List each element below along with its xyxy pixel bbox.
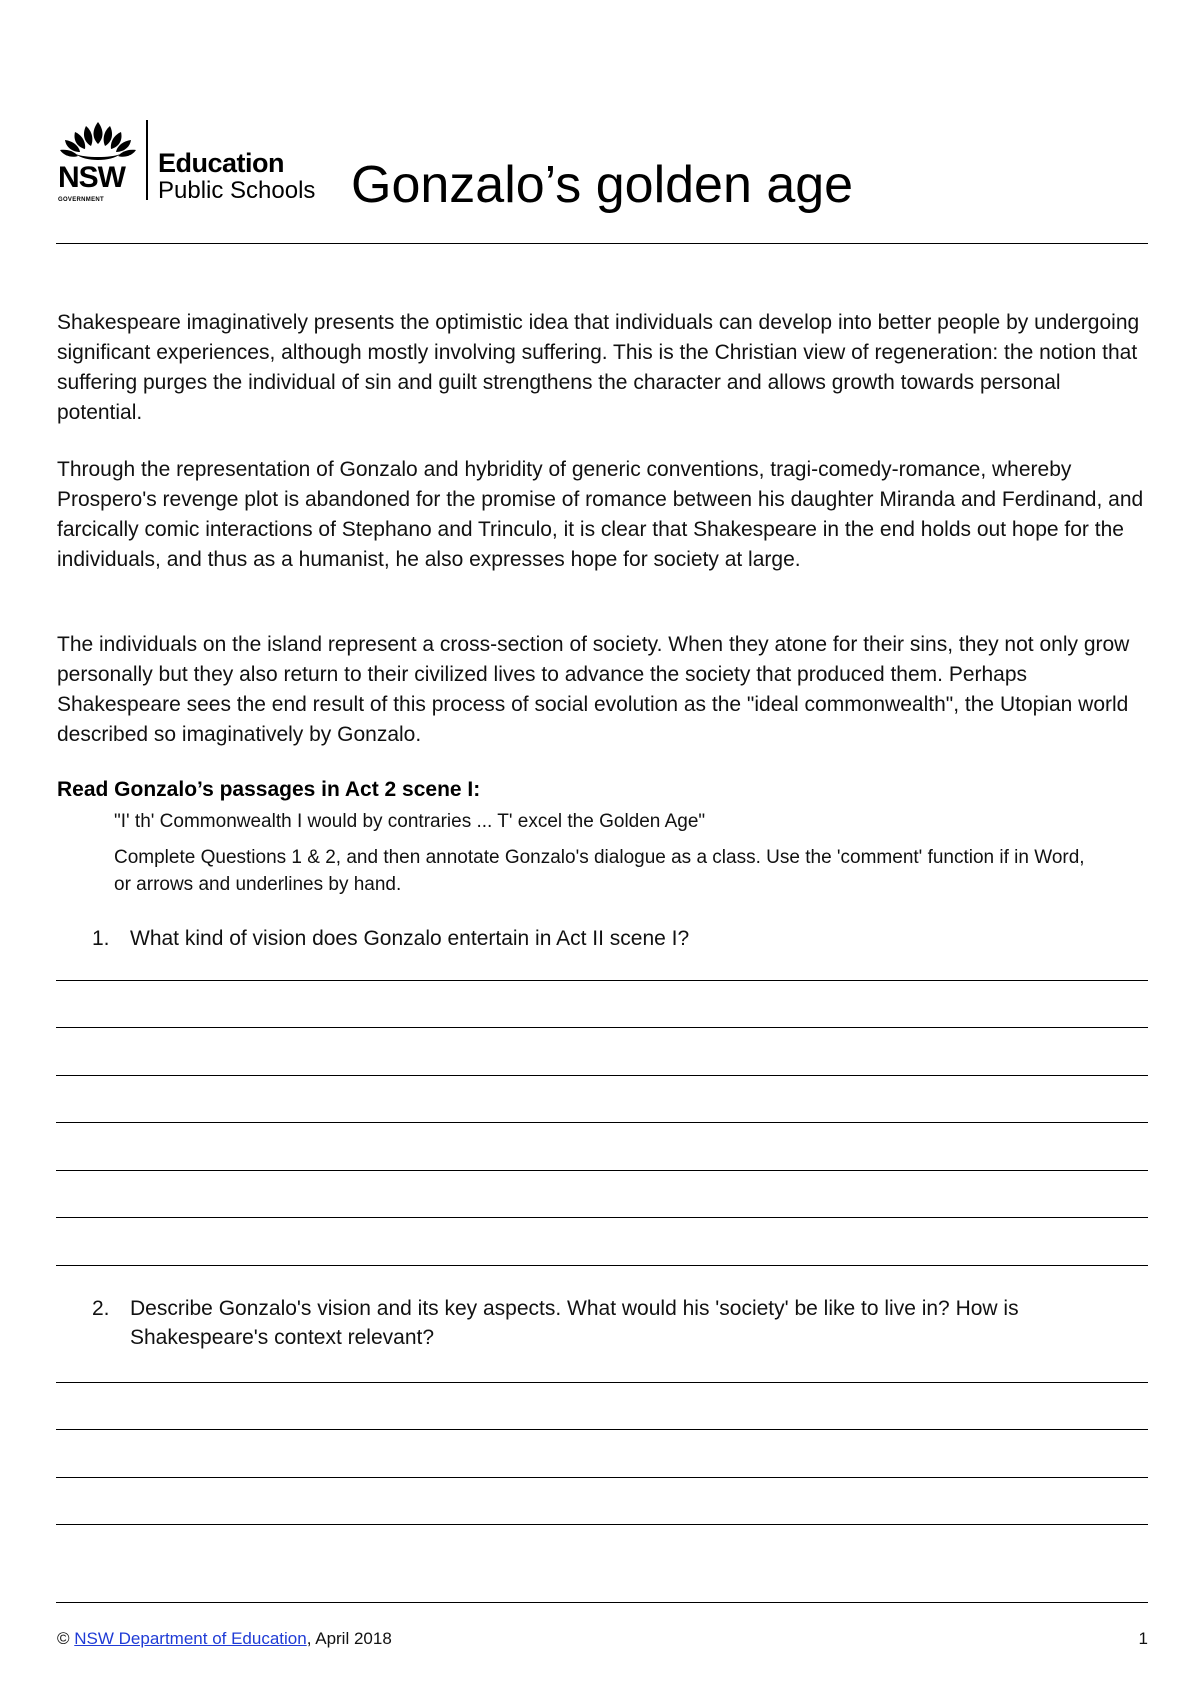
reading-heading: Read Gonzalo’s passages in Act 2 scene I: [57,778,481,801]
passage-quote: "I' th' Commonwealth I would by contraries ... T' excel the Golden Age" [114,811,706,832]
answer-line[interactable] [56,1429,1148,1430]
answer-line[interactable] [56,1217,1148,1218]
question-number: 1. [92,927,110,950]
answer-line[interactable] [56,1075,1148,1076]
page-title: Gonzalo’s golden age [351,156,854,214]
logo-divider [146,120,148,200]
answer-line[interactable] [56,980,1148,981]
question-text: Describe Gonzalo's vision and its key aspects. What would his 'society' be like to live in? How is Shakespeare's context relevant? [130,1297,1019,1349]
department-link[interactable]: NSW Department of Education [74,1629,307,1648]
question-number: 2. [92,1297,110,1320]
page-number: 1 [1138,1629,1148,1648]
answer-line[interactable] [56,1027,1148,1028]
footer-copyright [57,1627,392,1651]
answer-line[interactable] [56,1265,1148,1266]
intro-paragraph-3: The individuals on the island represent a cross-section of society. When they atone for their sins, they not only grow personally but they also return to their civilized lives to advance the society that produced them. Perhaps Shakespeare sees the end result of this process of social evolution as the "ideal commonwealth", the Utopian world described so imaginatively by Gonzalo. [57,633,1130,746]
copyright-symbol: © [57,1629,70,1648]
intro-paragraph-1: Shakespeare imaginatively presents the optimistic idea that individuals can develop into better people by undergoing significant experiences, although mostly involving suffering. This is the Christian view of regeneration: the notion that suffering purges the individual of sin and guilt strengthens the character and allows growth towards personal potential. [57,311,1140,424]
answer-line[interactable] [56,1382,1148,1383]
answer-line[interactable] [56,1524,1148,1525]
waratah-icon [58,120,138,164]
answer-line[interactable] [56,1170,1148,1171]
task-instruction: Complete Questions 1 & 2, and then annotate Gonzalo's dialogue as a class. Use the 'comment' function if in Word, or arrows and underlines by hand. [114,847,1085,895]
header-rule [56,243,1148,244]
logo-public-schools-text: Public Schools [158,177,316,204]
answer-line[interactable] [56,1477,1148,1478]
logo-nsw-text: NSW [58,161,125,194]
footer-rule [56,1602,1148,1603]
intro-paragraph-2: Through the representation of Gonzalo and hybridity of generic conventions, tragi-comedy-romance, whereby Prospero's revenge plot is abandoned for the promise of romance between his daughter Miranda and Ferdinand, and farcically comic interactions of Stephano and Trinculo, it is clear that Shakespeare in the end holds out hope for the individuals, and thus as a humanist, he also expresses hope for society at large. [57,458,1144,571]
nsw-education-logo [56,118,336,208]
answer-line[interactable] [56,1122,1148,1123]
logo-education-text: Education [158,148,285,178]
logo-government-text: GOVERNMENT [58,197,105,203]
footer-date: , April 2018 [306,1629,392,1648]
question-text: What kind of vision does Gonzalo entertain in Act II scene I? [130,927,690,950]
